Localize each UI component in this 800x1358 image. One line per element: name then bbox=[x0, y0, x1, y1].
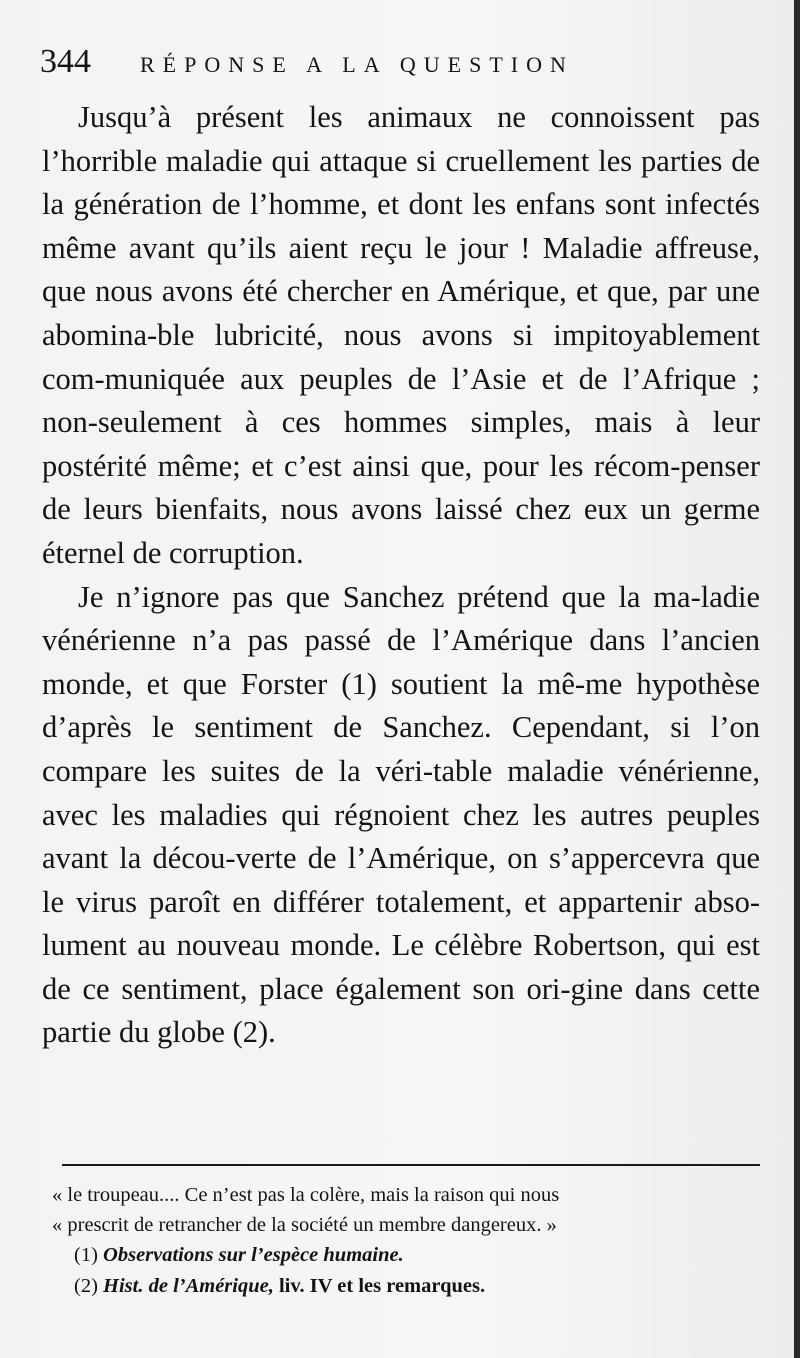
page-header bbox=[40, 44, 760, 84]
running-title: RÉPONSE A LA QUESTION bbox=[140, 52, 574, 77]
footnotes bbox=[52, 1180, 772, 1302]
footnote-text: liv. IV et les remarques. bbox=[273, 1275, 486, 1297]
page-edge bbox=[794, 0, 800, 1358]
footnote-1 bbox=[52, 1240, 772, 1271]
footnote-title: Hist. de l’Amérique, bbox=[103, 1275, 274, 1297]
footnote-ref: (1) bbox=[74, 1244, 98, 1266]
footnote-2 bbox=[52, 1271, 772, 1302]
footnote-continuation-line: « le troupeau.... Ce n’est pas la colère, mais la raison qui nous bbox=[52, 1184, 560, 1206]
paragraph-2: Je n’ignore pas que Sanchez prétend que la ma-ladie vénérienne n’a pas passé de l’Amérique dans l’ancien monde, et que Forster (1) soutient la mê-me hypothèse d’après le sentiment de Sanchez. Cependant, si l’on compare les suites de la véri-table maladie vénérienne, avec les maladies qui régnoient chez les autres peuples avant la décou-verte de l’Amérique, on s’appercevra que le virus paroît en différer totalement, et appartenir abso-lument au nouveau monde. Le célèbre Robertson, qui est de ce sentiment, place également son ori-gine dans cette partie du globe (2). bbox=[42, 579, 760, 1050]
footnote-ref: (2) bbox=[74, 1275, 98, 1297]
footnote-rule bbox=[62, 1164, 760, 1166]
paragraph-1: Jusqu’à présent les animaux ne connoissent pas l’horrible maladie qui attaque si cruellement les parties de la génération de l’homme, et dont les enfans sont infectés même avant qu’ils aient reçu le jour ! Maladie affreuse, que nous avons été chercher en Amérique, et que, par une abomina-ble lubricité, nous avons si impitoyablement com-muniquée aux peuples de l’Asie et de l’Afrique ; non-seulement à ces hommes simples, mais à leur postérité même; et c’est ainsi que, pour les récom-penser de leurs bienfaits, nous avons laissé chez eux un germe éternel de corruption. bbox=[42, 100, 760, 570]
footnote-continuation-line: « prescrit de retrancher de la société un membre dangereux. » bbox=[52, 1214, 557, 1236]
body-text bbox=[42, 96, 760, 1055]
page-number: 344 bbox=[40, 43, 91, 80]
footnote-title: Observations sur l’espèce humaine. bbox=[103, 1244, 404, 1266]
